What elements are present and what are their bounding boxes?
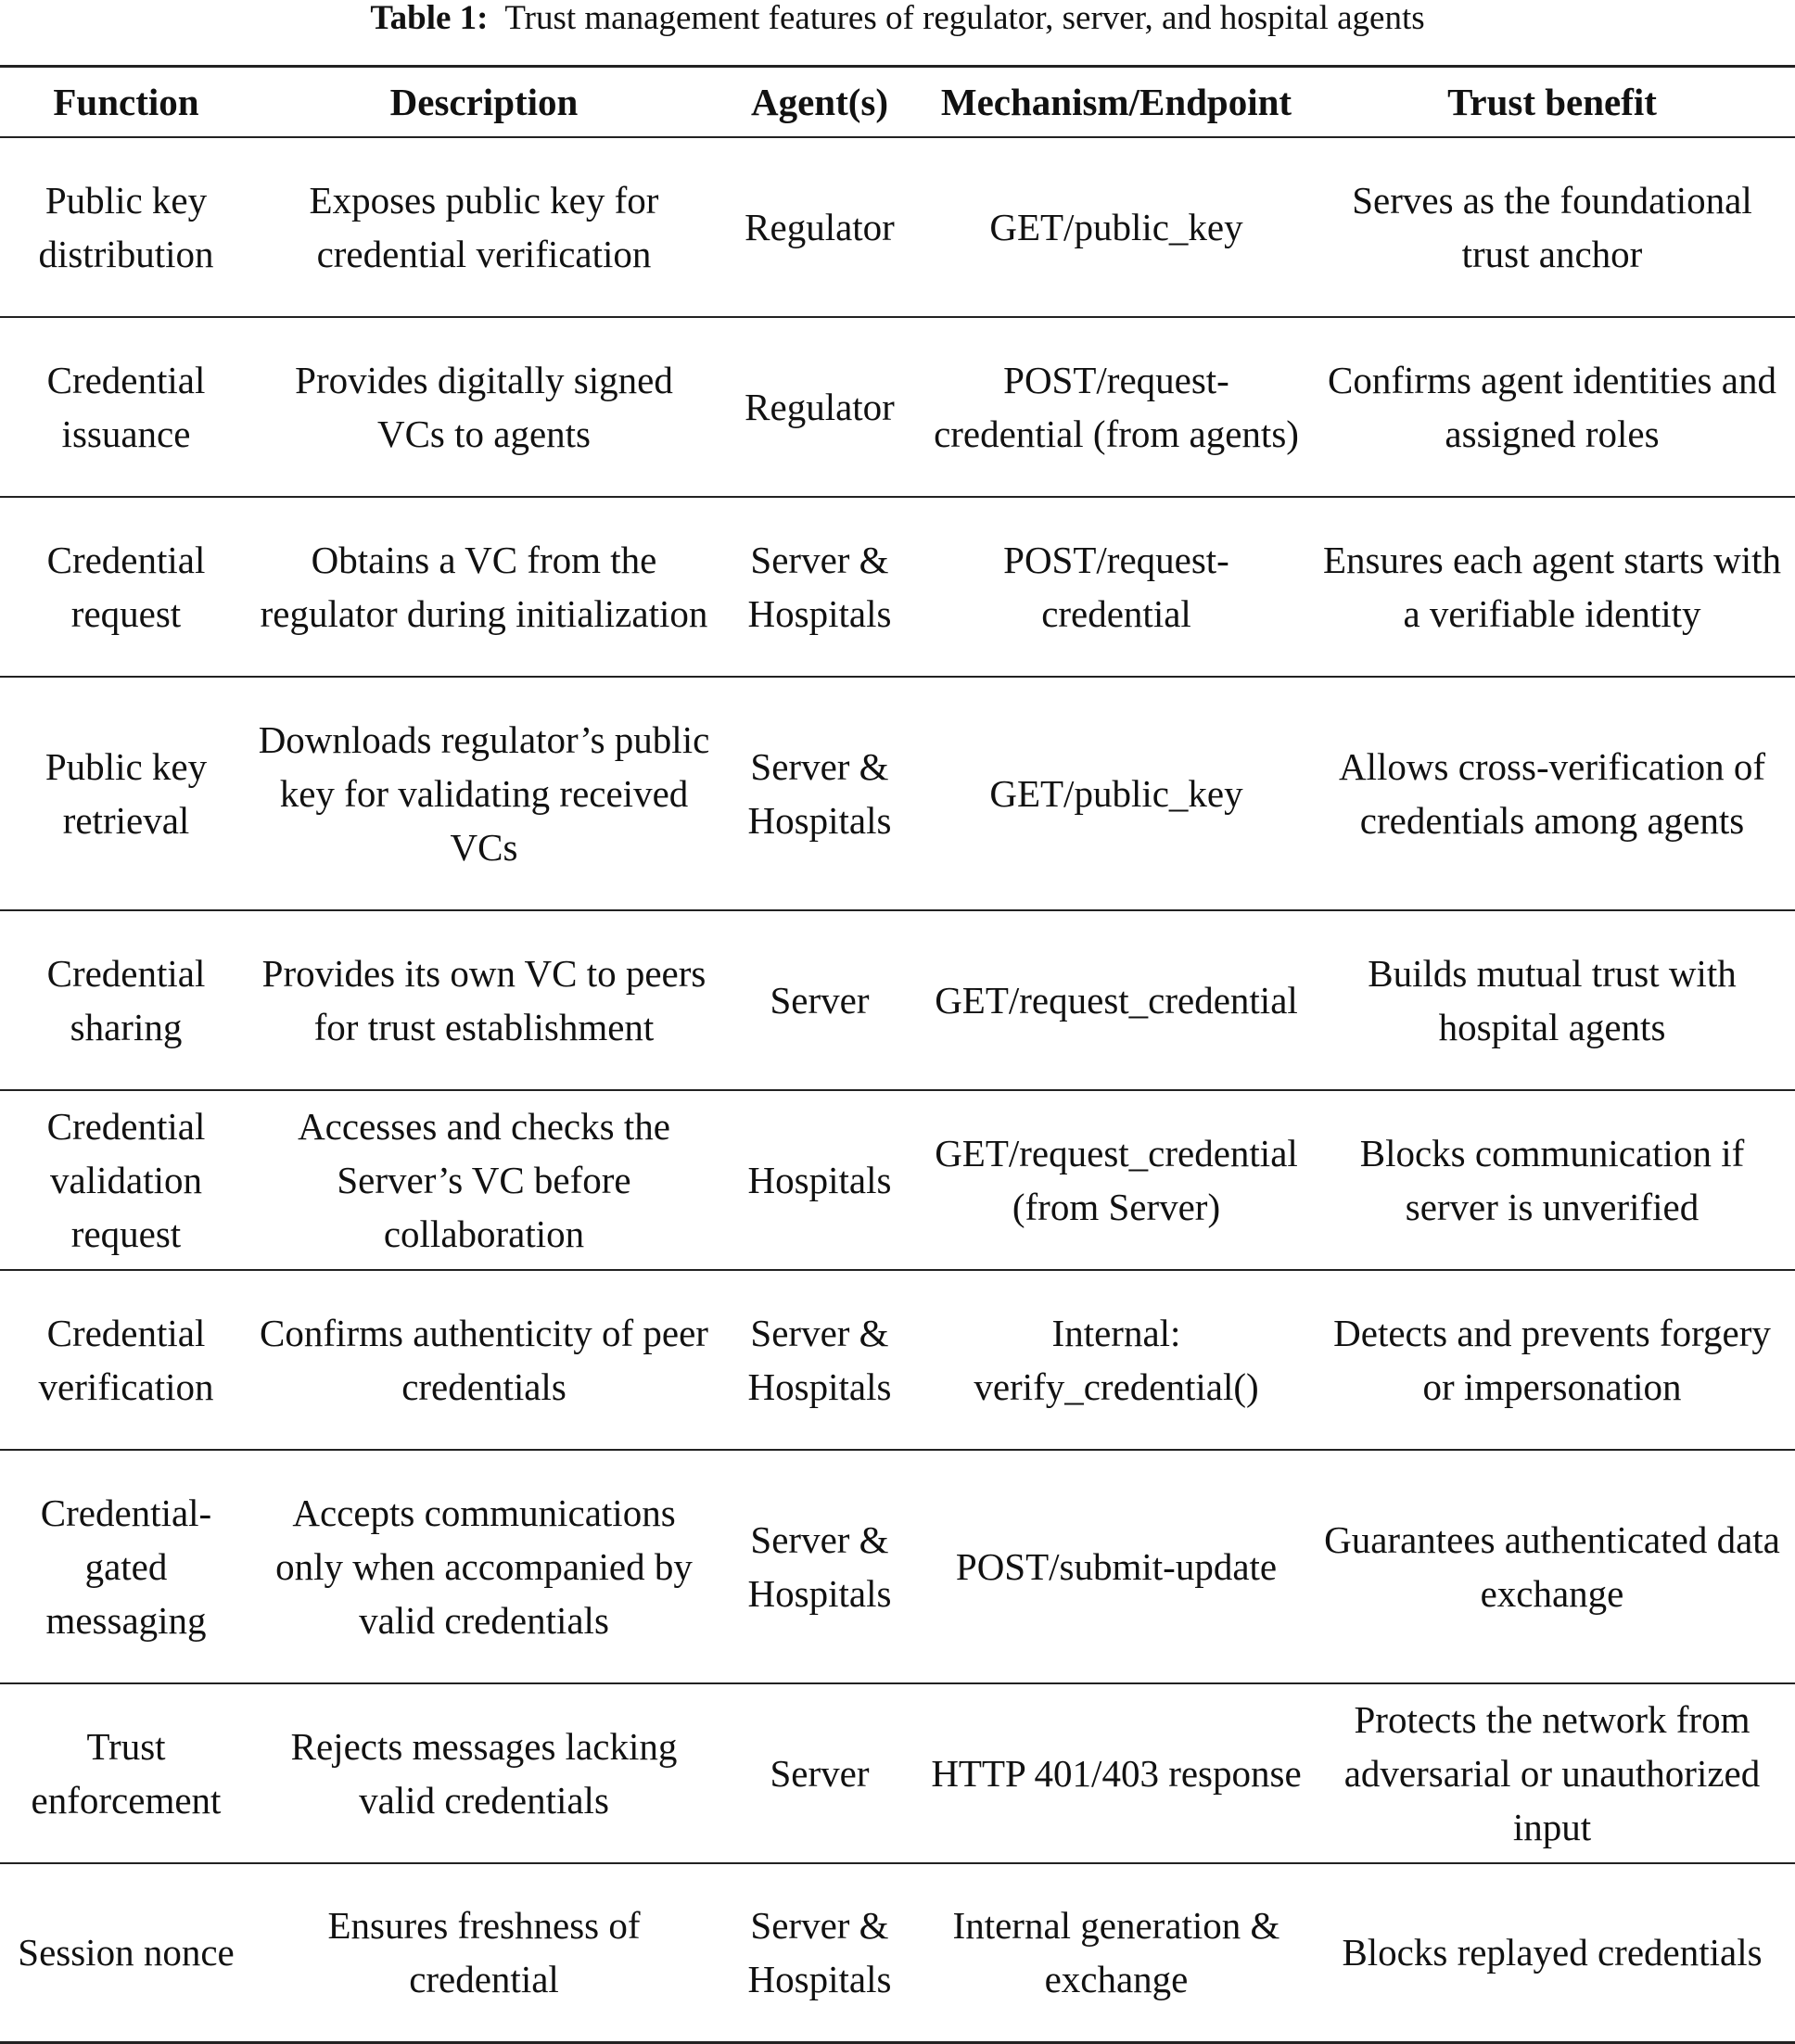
- cell-trust-benefit: Blocks replayed credentials: [1309, 1863, 1795, 2043]
- table-row: [0, 137, 1795, 317]
- table-caption: [0, 0, 1795, 39]
- cell-mechanism: GET/request_credential (from Server): [923, 1090, 1309, 1270]
- cell-trust-benefit: Allows cross-verification of credentials among agents: [1309, 677, 1795, 910]
- cell-description: Ensures freshness of credential: [252, 1863, 716, 2043]
- cell-function: Trust enforcement: [0, 1683, 252, 1863]
- table-row: [0, 1090, 1795, 1270]
- cell-trust-benefit: Guarantees authenticated data exchange: [1309, 1450, 1795, 1683]
- cell-description: Accesses and checks the Server’s VC before collaboration: [252, 1090, 716, 1270]
- trust-management-table: [0, 65, 1795, 2044]
- table-row: [0, 497, 1795, 677]
- cell-trust-benefit: Confirms agent identities and assigned roles: [1309, 317, 1795, 497]
- cell-mechanism: POST/submit-update: [923, 1450, 1309, 1683]
- cell-agents: Server: [716, 910, 923, 1090]
- cell-mechanism: Internal: verify_credential(): [923, 1270, 1309, 1450]
- table-row: [0, 1683, 1795, 1863]
- cell-agents: Server & Hospitals: [716, 1270, 923, 1450]
- cell-trust-benefit: Ensures each agent starts with a verifiable identity: [1309, 497, 1795, 677]
- cell-mechanism: HTTP 401/403 response: [923, 1683, 1309, 1863]
- table-row: [0, 677, 1795, 910]
- cell-trust-benefit: Builds mutual trust with hospital agents: [1309, 910, 1795, 1090]
- table-row: [0, 1450, 1795, 1683]
- cell-agents: Server & Hospitals: [716, 497, 923, 677]
- cell-function: Credential issuance: [0, 317, 252, 497]
- cell-trust-benefit: Protects the network from adversarial or unauthorized input: [1309, 1683, 1795, 1863]
- header-mechanism: Mechanism/Endpoint: [923, 67, 1309, 137]
- cell-function: Credential sharing: [0, 910, 252, 1090]
- cell-description: Provides its own VC to peers for trust establishment: [252, 910, 716, 1090]
- cell-agents: Regulator: [716, 317, 923, 497]
- cell-mechanism: GET/public_key: [923, 137, 1309, 317]
- cell-agents: Server & Hospitals: [716, 1450, 923, 1683]
- cell-agents: Server: [716, 1683, 923, 1863]
- table-row: [0, 1270, 1795, 1450]
- table-row: [0, 1863, 1795, 2043]
- table-header-row: [0, 67, 1795, 137]
- cell-description: Confirms authenticity of peer credentials: [252, 1270, 716, 1450]
- header-function: Function: [0, 67, 252, 137]
- cell-description: Obtains a VC from the regulator during initialization: [252, 497, 716, 677]
- cell-agents: Server & Hospitals: [716, 677, 923, 910]
- cell-mechanism: GET/public_key: [923, 677, 1309, 910]
- cell-agents: Server & Hospitals: [716, 1863, 923, 2043]
- header-trust-benefit: Trust benefit: [1309, 67, 1795, 137]
- cell-trust-benefit: Serves as the foundational trust anchor: [1309, 137, 1795, 317]
- table-caption-label: Table 1:: [370, 0, 489, 37]
- cell-description: Provides digitally signed VCs to agents: [252, 317, 716, 497]
- cell-function: Public key distribution: [0, 137, 252, 317]
- cell-function: Public key retrieval: [0, 677, 252, 910]
- cell-agents: Regulator: [716, 137, 923, 317]
- cell-function: Credential validation request: [0, 1090, 252, 1270]
- cell-trust-benefit: Blocks communication if server is unverified: [1309, 1090, 1795, 1270]
- table-row: [0, 317, 1795, 497]
- table-row: [0, 910, 1795, 1090]
- cell-mechanism: POST/request-credential (from agents): [923, 317, 1309, 497]
- cell-agents: Hospitals: [716, 1090, 923, 1270]
- cell-function: Credential-gated messaging: [0, 1450, 252, 1683]
- cell-description: Downloads regulator’s public key for validating received VCs: [252, 677, 716, 910]
- cell-mechanism: GET/request_credential: [923, 910, 1309, 1090]
- cell-trust-benefit: Detects and prevents forgery or impersonation: [1309, 1270, 1795, 1450]
- header-description: Description: [252, 67, 716, 137]
- cell-description: Accepts communications only when accompanied by valid credentials: [252, 1450, 716, 1683]
- cell-function: Session nonce: [0, 1863, 252, 2043]
- header-agents: Agent(s): [716, 67, 923, 137]
- cell-description: Exposes public key for credential verification: [252, 137, 716, 317]
- cell-mechanism: Internal generation & exchange: [923, 1863, 1309, 2043]
- cell-function: Credential request: [0, 497, 252, 677]
- table-caption-text: Trust management features of regulator, server, and hospital agents: [504, 0, 1425, 37]
- cell-mechanism: POST/request-credential: [923, 497, 1309, 677]
- cell-function: Credential verification: [0, 1270, 252, 1450]
- cell-description: Rejects messages lacking valid credentials: [252, 1683, 716, 1863]
